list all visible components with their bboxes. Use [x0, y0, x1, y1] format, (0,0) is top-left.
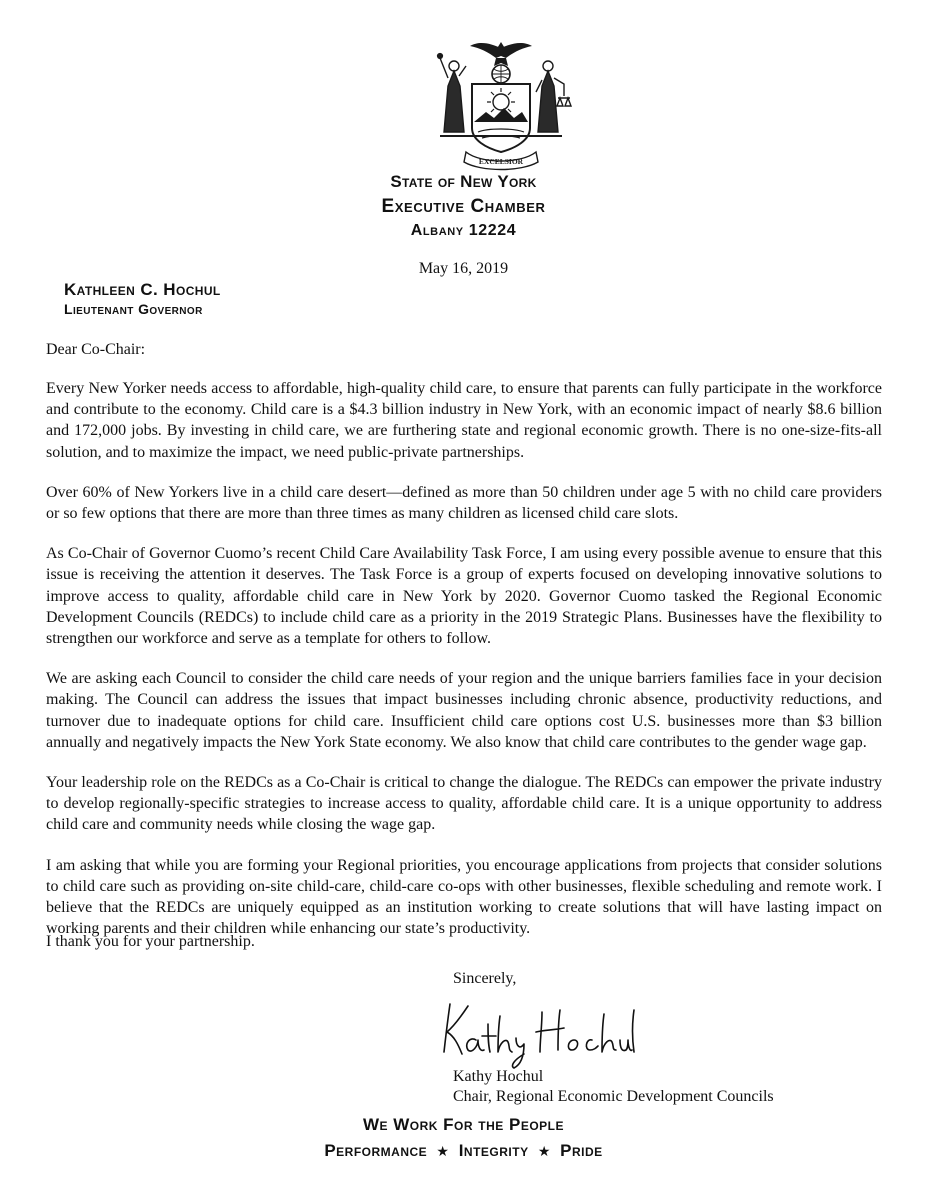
shield-icon — [472, 84, 530, 152]
footer-values — [0, 1141, 927, 1161]
sender-name: Kathleen C. Hochul — [64, 280, 221, 299]
body-paragraph: Every New Yorker needs access to affordable, high-quality child care, to ensure that parents can fully participate in the workforce and contribute to the economy. Child care is a $4.3 billion industry in New York, with an economic impact of nearly $8.6 billion and 172,000 jobs. By investing in child care, we are furthering state and regional economic growth. There is no one-size-fits-all solution, and to maximize the impact, we need public-private partnerships. — [46, 380, 882, 461]
body-paragraph: As Co-Chair of Governor Cuomo’s recent Child Care Availability Task Force, I am using every possible avenue to ensure that this issue is receiving the attention it deserves. The Task Force is a group of experts focused on developing innovative solutions to improve access to quality, affordable child care in New York by 2020. Governor Cuomo tasked the Regional Economic Development Councils (REDCs) to include child care as a priority in the 2019 Strategic Plans. Businesses have the flexibility to strengthen our workforce and serve as a template for others to follow. — [46, 545, 882, 648]
liberty-figure-icon — [438, 54, 466, 132]
new-york-state-seal — [426, 36, 576, 174]
signoff: Sincerely, — [453, 970, 517, 987]
sender-title: Lieutenant Governor — [64, 301, 203, 317]
handwritten-signature — [428, 996, 638, 1070]
footer-value: Integrity — [458, 1141, 529, 1160]
letter-body — [46, 378, 882, 958]
body-paragraph: Your leadership role on the REDCs as a Co-Chair is critical to change the dialogue. The REDCs can empower the private industry to develop regionally-specific strategies to increase access to quality, affordable child care. It is a unique opportunity to address child care and community needs while closing the wage gap. — [46, 774, 882, 834]
signer-title: Chair, Regional Economic Development Councils — [453, 1088, 774, 1105]
body-paragraph: We are asking each Council to consider the child care needs of your region and the unique barriers families face in your decision making. The Council can address the issues that impact businesses including chronic absence, productivity reductions, and turnover due to inadequate options for child care. Insufficient child care options cost U.S. businesses more than $3 billion annually and negatively impacts the New York State economy. We also know that child care contributes to the gender wage gap. — [46, 670, 882, 751]
letterhead-city: Albany 12224 — [410, 222, 517, 239]
eagle-icon — [470, 42, 532, 66]
footer-value: Pride — [560, 1141, 603, 1160]
star-icon: ★ — [537, 1143, 551, 1159]
body-paragraph: I am asking that while you are forming your Regional priorities, you encourage applications from projects that consider solutions to child care such as providing on-site child-care, child-care co-ops with other businesses, flexible scheduling and remote work. I believe that the REDCs are uniquely equipped as an institution working to create solutions that will have lasting impact on working parents and their children while enhancing our state’s productivity. — [46, 856, 882, 938]
letterhead-state: State of New York — [390, 172, 537, 191]
letterhead-office: Executive Chamber — [381, 196, 546, 217]
salutation: Dear Co-Chair: — [46, 341, 146, 358]
star-icon: ★ — [436, 1143, 450, 1159]
body-paragraph: Over 60% of New Yorkers live in a child care desert—defined as more than 50 children under age 5 with no child care providers or so few options that there are more than three times as many children as licensed child care slots. — [46, 483, 882, 523]
signer-name: Kathy Hochul — [453, 1068, 544, 1085]
closing-line: I thank you for your partnership. — [46, 933, 255, 950]
footer-value: Performance — [324, 1141, 428, 1160]
justice-figure-icon — [536, 61, 571, 132]
letter-date: May 16, 2019 — [418, 260, 509, 277]
footer-motto: We Work For the People — [362, 1115, 565, 1134]
seal-motto: EXCELSIOR — [478, 157, 524, 166]
